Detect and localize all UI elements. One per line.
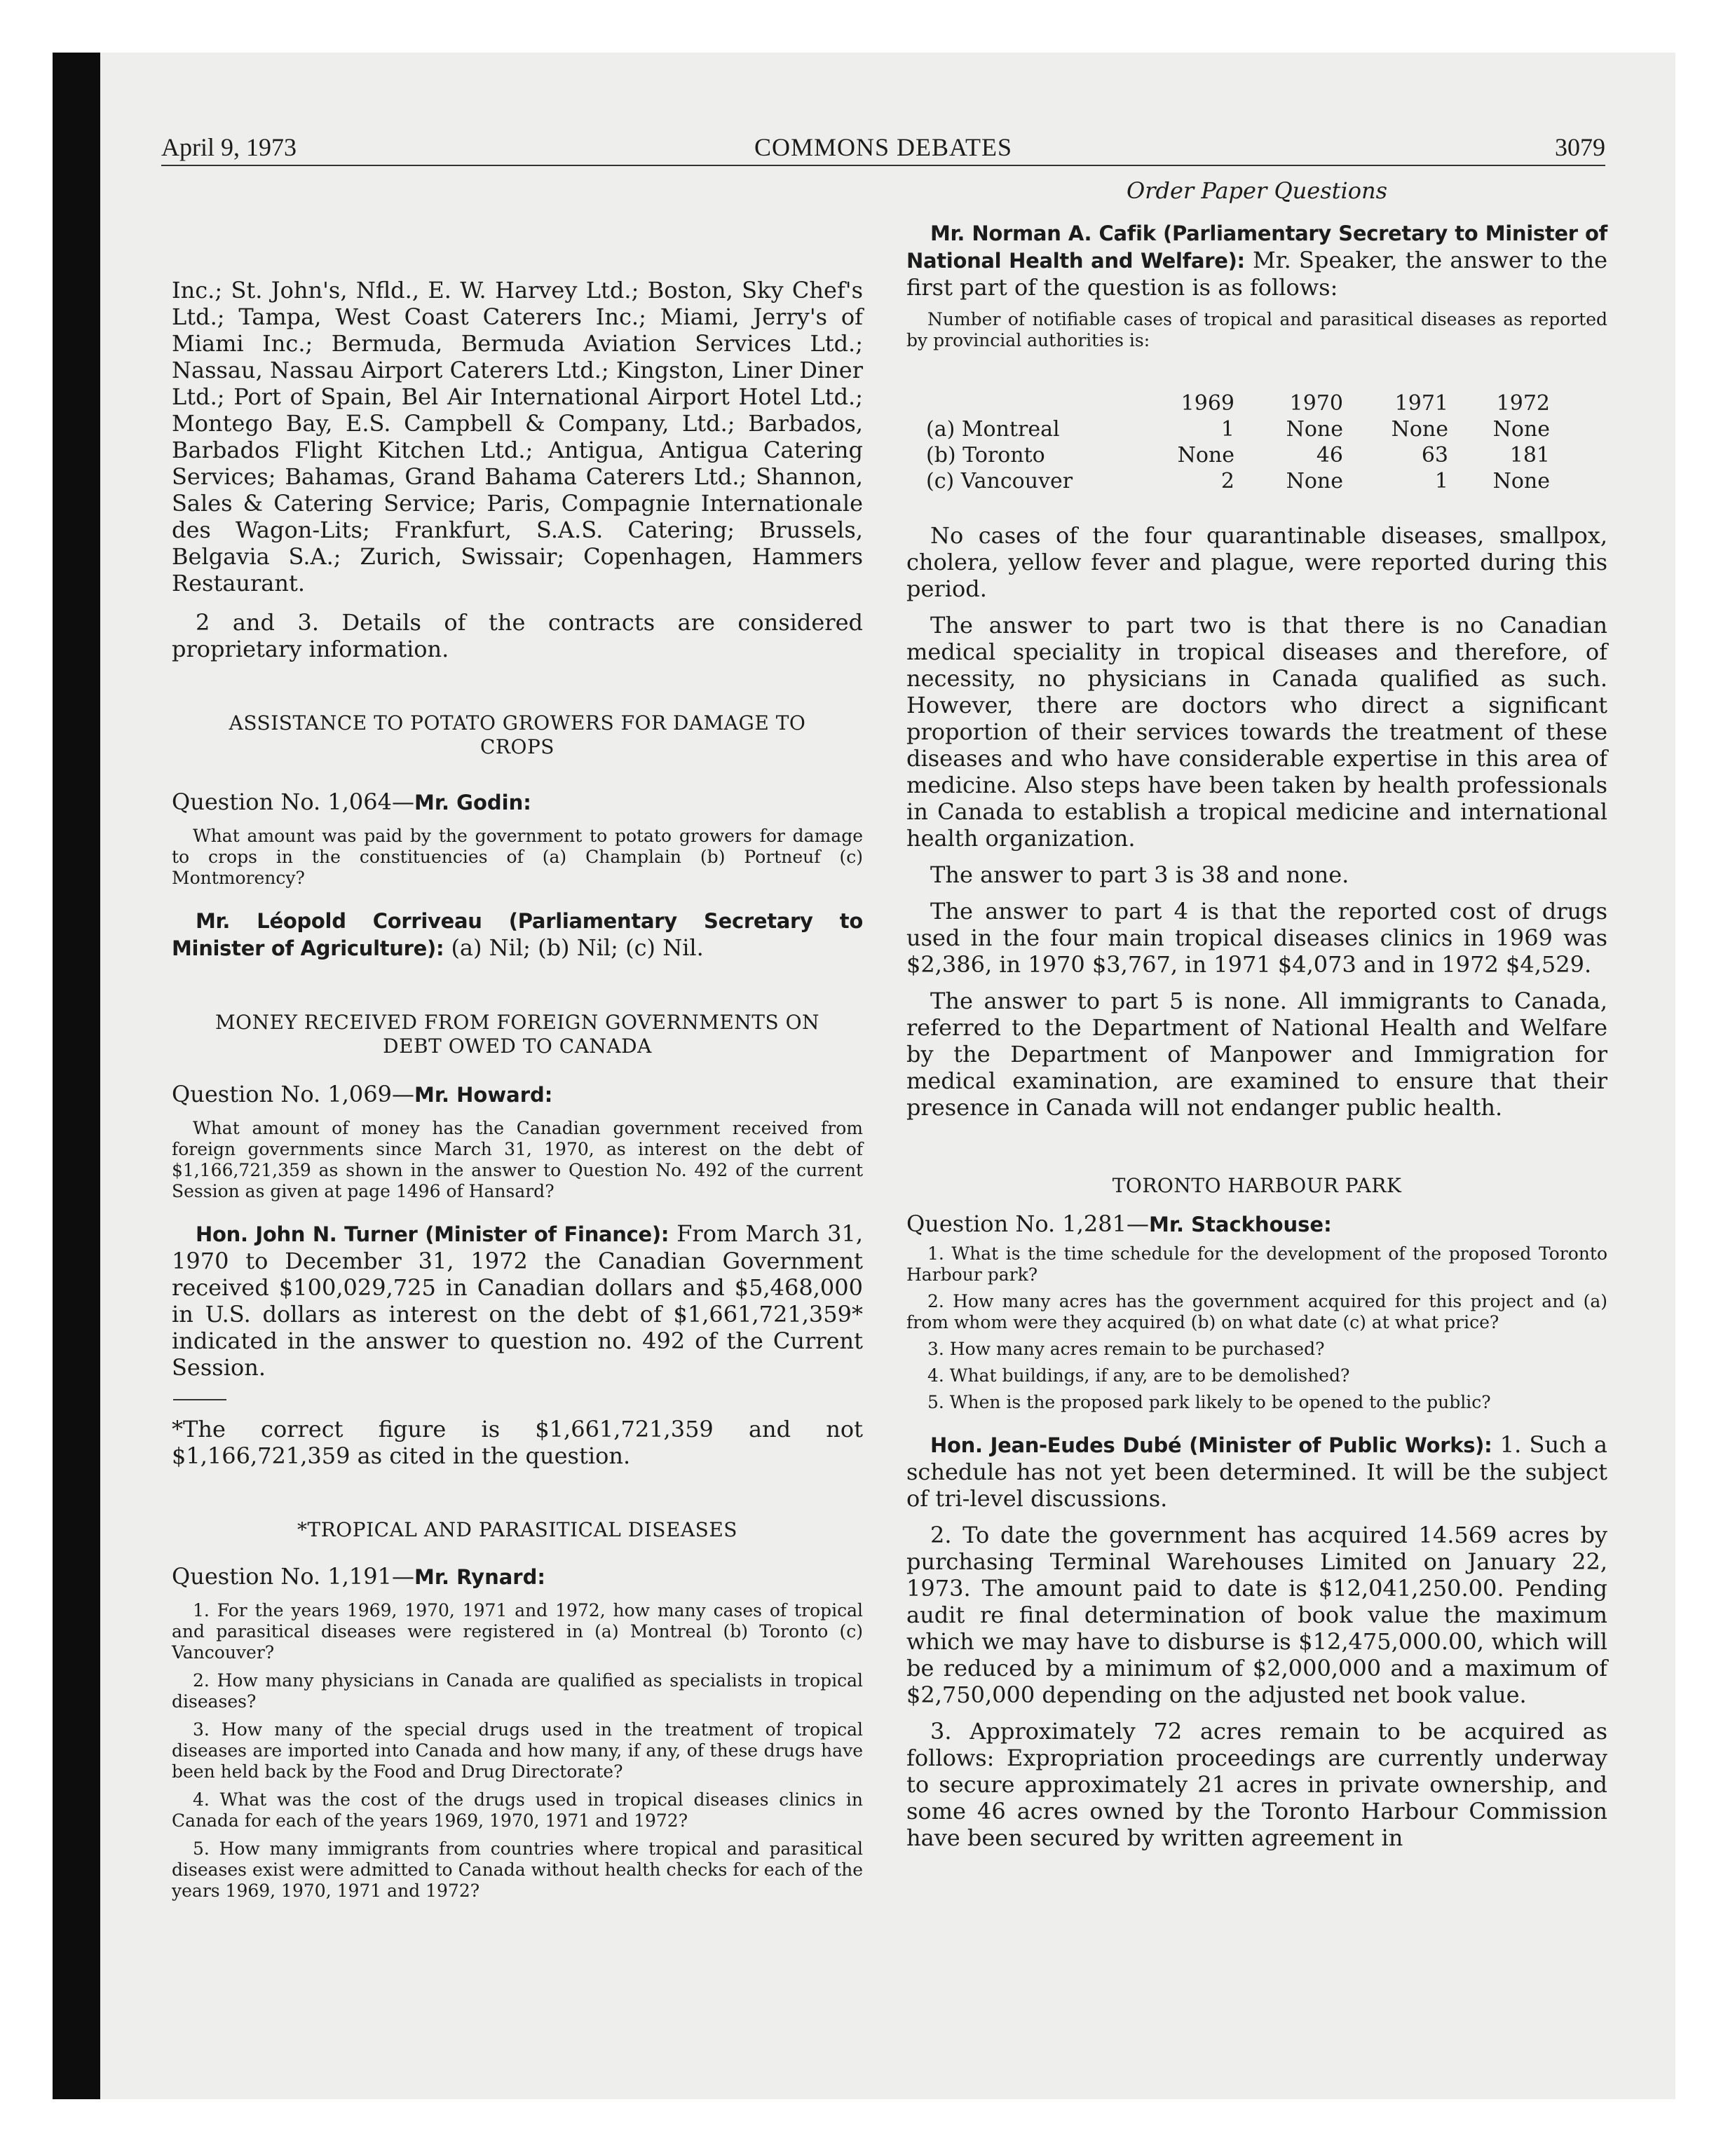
list-item: 1. For the years 1969, 1970, 1971 and 1972, how many cases of tropical and parasitical diseases were registered in (a) Montreal (b) Toronto (c) Vancouver? xyxy=(172,1600,863,1663)
question-asker: Mr. Godin: xyxy=(414,791,531,814)
cafik-answer-intro xyxy=(906,219,1607,301)
value-cell: None xyxy=(1177,443,1234,468)
answer-paragraph: No cases of the four quarantinable diseases, smallpox, cholera, yellow fever and plague, were reported during this period. xyxy=(906,522,1607,602)
question-number: Question No. 1,069— xyxy=(172,1081,414,1107)
cases-table xyxy=(926,390,1550,494)
left-column xyxy=(172,172,863,1902)
harbour-answer-1 xyxy=(906,1431,1607,1512)
table-row xyxy=(926,416,1550,442)
question-number: Question No. 1,064— xyxy=(172,789,414,815)
answer-paragraph: The answer to part 4 is that the reported cost of drugs used in the four main tropical diseases clinics in 1969 was $2,386, in 1970 $3,767, in 1971 $4,073 and in 1972 $4,529. xyxy=(906,898,1607,978)
tropical-heading: *TROPICAL AND PARASITICAL DISEASES xyxy=(297,1518,737,1541)
question-asker: Mr. Stackhouse: xyxy=(1149,1213,1332,1236)
list-item: 5. When is the proposed park likely to be opened to the public? xyxy=(927,1392,1491,1412)
money-heading: MONEY RECEIVED FROM FOREIGN GOVERNMENTS ON DEBT OWED TO CANADA xyxy=(215,1011,820,1058)
list-item: 5. How many immigrants from countries where tropical and parasitical diseases exist were admitted to Canada without health checks for each of the years 1969, 1970, 1971 and 1972? xyxy=(172,1838,863,1901)
answer-paragraph: The answer to part 3 is 38 and none. xyxy=(930,861,1349,888)
potato-heading: ASSISTANCE TO POTATO GROWERS FOR DAMAGE TO CROPS xyxy=(229,711,806,758)
speaker-name: Hon. John N. Turner (Minister of Finance): xyxy=(196,1222,669,1246)
year-header: 1970 xyxy=(1289,391,1343,416)
answer-paragraph: The answer to part 5 is none. All immigrants to Canada, referred to the Department of National Health and Welfare by the Department of Manpower and Immigration for medical examination, are examined to ensure that their presence in Canada will not endanger public health. xyxy=(906,988,1607,1121)
year-header: 1971 xyxy=(1394,391,1448,416)
harbour-answer-3: 3. Approximately 72 acres remain to be acquired as follows: Expropriation proceedings are currently underway to secure approximately 21 acres in private ownership, and some 46 acres owned by the Toronto Harbour Commission have been secured by written agreement in xyxy=(906,1718,1607,1851)
speaker-name: Hon. Jean-Eudes Dubé (Minister of Public Works): xyxy=(930,1433,1492,1457)
year-header: 1972 xyxy=(1496,391,1550,416)
year-header: 1969 xyxy=(1181,391,1234,416)
value-cell: 1 xyxy=(1220,417,1234,442)
value-cell: 63 xyxy=(1421,443,1448,468)
value-cell: None xyxy=(1492,417,1550,442)
page-header xyxy=(161,125,1605,166)
question-number: Question No. 1,281— xyxy=(906,1210,1149,1237)
table-header-row xyxy=(926,390,1550,416)
question-number: Question No. 1,191— xyxy=(172,1563,414,1590)
contracts-paragraph: 2 and 3. Details of the contracts are considered proprietary information. xyxy=(172,609,863,662)
harbour-question-line xyxy=(906,1210,1607,1238)
harbour-answer-2: 2. To date the government has acquired 14.569 acres by purchasing Terminal Warehouses Limited on January 22, 1973. The amount paid to date is $12,041,250.00. Pending audit re final determination of book value the maximum which we may have to disburse is $12,475,000.00, which will be reduced by a minimum of $2,000,000 and a maximum of $2,750,000 depending on the adjusted net book value. xyxy=(906,1522,1607,1708)
city-cell: (c) Vancouver xyxy=(926,469,1073,493)
header-publication: COMMONS DEBATES xyxy=(754,133,1013,161)
speaker-name: Mr. Léopold Corriveau (Parliamentary Secretary to Minister of Agriculture): xyxy=(172,909,863,960)
continuation-paragraph: Inc.; St. John's, Nfld., E. W. Harvey Ltd.; Boston, Sky Chef's Ltd.; Tampa, West Coast Caterers Inc.; Miami, Jerry's of Miami Inc.; Bermuda, Bermuda Aviation Services Ltd.; Nassau, Nassau Airport Caterers Ltd.; Kingston, Liner Diner Ltd.; Port of Spain, Bel Air International Airport Hotel Ltd.; Montego Bay, E.S. Campbell & Company, Ltd.; Barbados, Barbados Flight Kitchen Ltd.; Antigua, Antigua Catering Services; Bahamas, Grand Bahama Caterers Ltd.; Shannon, Sales & Catering Service; Paris, Compagnie Internationale des Wagon-Lits; Frankfurt, S.A.S. Catering; Brussels, Belgavia S.A.; Zurich, Swissair; Copenhagen, Hammers Restaurant. xyxy=(172,277,863,596)
list-item: 4. What was the cost of the drugs used in tropical diseases clinics in Canada for each of the years 1969, 1970, 1971 and 1972? xyxy=(172,1789,863,1831)
money-footnote: *The correct figure is $1,661,721,359 and not $1,166,721,359 as cited in the question. xyxy=(172,1416,863,1469)
value-cell: None xyxy=(1391,417,1448,442)
answer-text: From March 31, 1970 to December 31, 1972 the Canadian Government received $100,029,725 in Canadian dollars and $5,468,000 in U.S. dollars as interest on the debt of $1,661,721,359* indicated in the answer to question no. 492 of the Current Session. xyxy=(172,1220,864,1381)
footnote-rule xyxy=(173,1399,226,1400)
money-answer xyxy=(172,1220,863,1381)
list-item: 2. How many physicians in Canada are qualified as specialists in tropical diseases? xyxy=(172,1670,863,1712)
document-page xyxy=(100,53,1675,2099)
value-cell: None xyxy=(1286,469,1343,493)
answer-text: 1. Such a schedule has not yet been determined. It will be the subject of tri-level discussions. xyxy=(906,1431,1607,1512)
table-row xyxy=(926,442,1550,468)
table-row xyxy=(926,468,1550,494)
right-column xyxy=(906,172,1607,1851)
header-page-number: 3079 xyxy=(1555,133,1605,161)
city-cell: (a) Montreal xyxy=(926,417,1060,442)
money-question-line xyxy=(172,1081,863,1108)
harbour-heading: TORONTO HARBOUR PARK xyxy=(1112,1174,1402,1197)
value-cell: None xyxy=(1492,469,1550,493)
question-asker: Mr. Rynard: xyxy=(414,1565,545,1589)
list-item: 2. How many acres has the government acquired for this project and (a) from whom were they acquired (b) on what date (c) at what price? xyxy=(906,1291,1607,1332)
table-caption: Number of notifiable cases of tropical and parasitical diseases as reported by provincial authorities is: xyxy=(906,309,1607,350)
value-cell: 46 xyxy=(1316,443,1343,468)
list-item: 3. How many acres remain to be purchased? xyxy=(927,1339,1325,1359)
scan-border xyxy=(53,53,100,2099)
list-item: 3. How many of the special drugs used in the treatment of tropical diseases are imported into Canada and how many, if any, of these drugs have been held back by the Food and Drug Directorate? xyxy=(172,1719,863,1782)
speaker-name: Mr. Norman A. Cafik (Parliamentary Secretary to Minister of National Health and Welfare): xyxy=(906,221,1607,273)
tropical-question-list xyxy=(172,1600,863,1902)
potato-question-line xyxy=(172,789,863,816)
value-cell: 1 xyxy=(1434,469,1448,493)
answer-text: Mr. Speaker, the answer to the first part of the question is as follows: xyxy=(906,247,1608,301)
tropical-question-line xyxy=(172,1563,863,1590)
city-cell: (b) Toronto xyxy=(926,443,1045,468)
header-date: April 9, 1973 xyxy=(161,133,297,161)
money-question: What amount of money has the Canadian government received from foreign governments since March 31, 1970, as interest on the debt of $1,166,721,359 as shown in the answer to Question No. 492 of the current Session as given at page 1496 of Hansard? xyxy=(172,1118,863,1201)
potato-question: What amount was paid by the government to potato growers for damage to crops in the constituencies of (a) Champlain (b) Portneuf (c) Montmorency? xyxy=(172,826,863,888)
potato-answer xyxy=(172,907,863,962)
list-item: 1. What is the time schedule for the development of the proposed Toronto Harbour park? xyxy=(906,1243,1607,1285)
harbour-question-list xyxy=(906,1243,1607,1413)
section-title: Order Paper Questions xyxy=(1126,177,1388,204)
question-asker: Mr. Howard: xyxy=(414,1083,553,1107)
value-cell: 181 xyxy=(1509,443,1550,468)
value-cell: None xyxy=(1286,417,1343,442)
list-item: 4. What buildings, if any, are to be demolished? xyxy=(927,1365,1350,1386)
answer-text: (a) Nil; (b) Nil; (c) Nil. xyxy=(444,934,704,961)
answer-paragraph: The answer to part two is that there is no Canadian medical speciality in tropical diseases and therefore, of necessity, no physicians in Canada qualified as such. However, there are doctors who direct a significant proportion of their services towards the treatment of these diseases and who have considerable expertise in this area of medicine. Also steps have been taken by health professionals in Canada to establish a tropical medicine and international health organization. xyxy=(906,612,1607,852)
value-cell: 2 xyxy=(1220,469,1234,493)
